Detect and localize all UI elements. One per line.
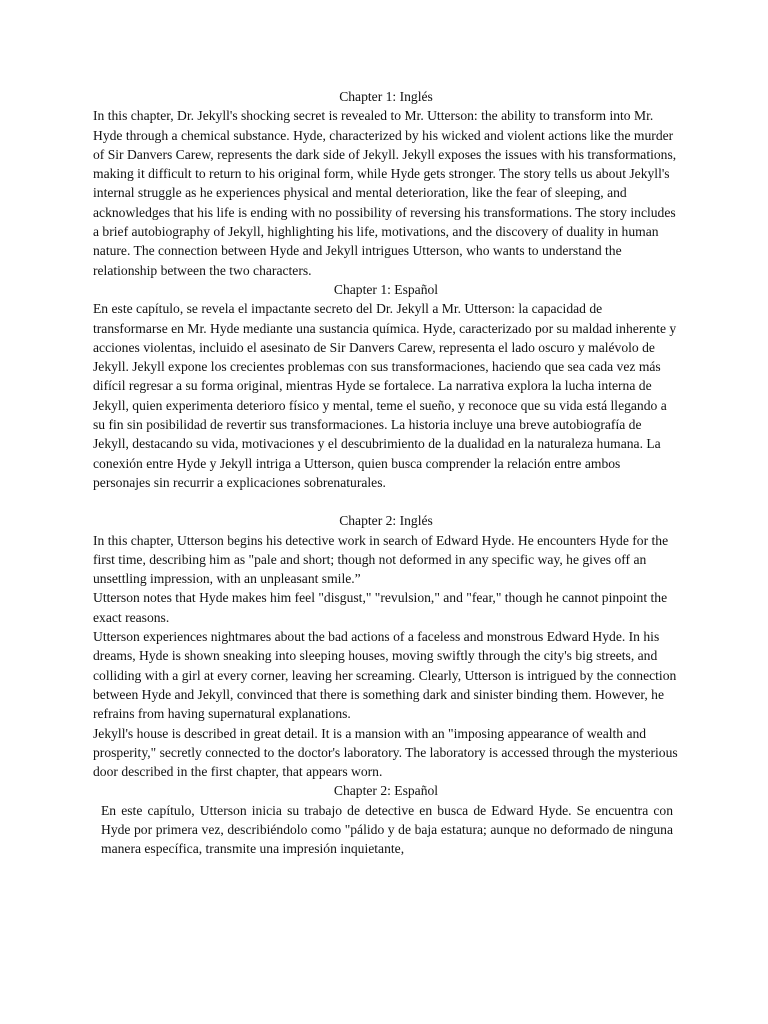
chapter-2-english-paragraph-4: Jekyll's house is described in great detail. It is a mansion with an "imposing appearance of wealth and prosperity," secretly connected to the doctor's laboratory. The laboratory is accessed through the mysterious door described in the first chapter, that appears worn.: [93, 725, 678, 780]
section-spacer: [93, 492, 679, 511]
chapter-2-spanish-heading: Chapter 2: Español: [333, 783, 439, 799]
chapter-1-english-text: In this chapter, Dr. Jekyll's shocking secret is revealed to Mr. Utterson: the ability to transform into Mr. Hyde through a chemical substance. Hyde, characterized by his wicked and violent actions like the murder of Sir Danvers Carew, represents the dark side of Jekyll. Jekyll exposes the issues with his transformations, making it difficult to return to his original form, while Hyde gets stronger. The story tells us about Jekyll's internal struggle as he experiences physical and mental deterioration, like the fear of sleeping, and acknowledges that his life is ending with no possibility of reversing his transformations. The story includes a brief autobiography of Jekyll, highlighting his life, motivations, and the discovery of duality in human nature. The connection between Hyde and Jekyll intrigues Utterson, who wants to understand the relationship between the two characters.: [93, 108, 677, 278]
chapter-1-spanish: [93, 280, 679, 492]
chapter-1-english-heading: Chapter 1: Inglés: [339, 89, 433, 104]
chapter-2-english-heading: Chapter 2: Inglés: [339, 513, 433, 529]
chapter-1-english: [93, 87, 679, 280]
chapter-2-english: [93, 511, 679, 781]
chapter-2-english-paragraph-2: Utterson notes that Hyde makes him feel "disgust," "revulsion," and "fear," though he cannot pinpoint the exact reasons.: [93, 590, 668, 625]
chapter-1-spanish-text: En este capítulo, se revela el impactante secreto del Dr. Jekyll a Mr. Utterson: la capacidad de transformarse en Mr. Hyde mediante una sustancia química. Hyde, caracterizado por su maldad inherente y acciones violentas, incluido el asesinato de Sir Danvers Carew, representa el lado oscuro y malévolo de Jekyll. Jekyll expone los crecientes problemas con sus transformaciones, haciendo que sea cada vez más difícil regresar a su forma original, mientras Hyde se fortalece. La narrativa explora la lucha interna de Jekyll, quien experimenta deterioro físico y mental, teme el sueño, y reconoce que su vida está llegando a su fin sin posibilidad de revertir sus transformaciones. La historia incluye una breve autobiografía de Jekyll, destacando su vida, motivaciones y el descubrimiento de la dualidad en la naturaleza humana. La conexión entre Hyde y Jekyll intriga a Utterson, quien busca comprender la relación entre ambos personajes sin recurrir a explicaciones sobrenaturales.: [93, 301, 677, 490]
chapter-1-spanish-heading: Chapter 1: Español: [333, 281, 439, 297]
chapter-2-spanish-text: En este capítulo, Utterson inicia su trabajo de detective en busca de Edward Hyde. Se encuentra con Hyde por primera vez, describiéndolo como "pálido y de baja estatura; aunque no deformado de ninguna manera específica, transmite una impresión inquietante,: [101, 802, 673, 857]
chapter-2-spanish: [93, 781, 679, 858]
document-page: [93, 87, 679, 859]
chapter-2-english-paragraph-1: In this chapter, Utterson begins his detective work in search of Edward Hyde. He encounters Hyde for the first time, describing him as "pale and short; though not deformed in any specific way, he gives off an unsettling impression, with an unpleasant smile.”: [93, 532, 669, 587]
chapter-2-english-paragraph-3: Utterson experiences nightmares about the bad actions of a faceless and monstrous Edward Hyde. In his dreams, Hyde is shown sneaking into sleeping houses, moving swiftly through the city's big streets, and colliding with a girl at every corner, leaving her screaming. Clearly, Utterson is intrigued by the connection between Hyde and Jekyll, convinced that there is something dark and sinister binding them. However, he refrains from having supernatural explanations.: [93, 629, 677, 722]
